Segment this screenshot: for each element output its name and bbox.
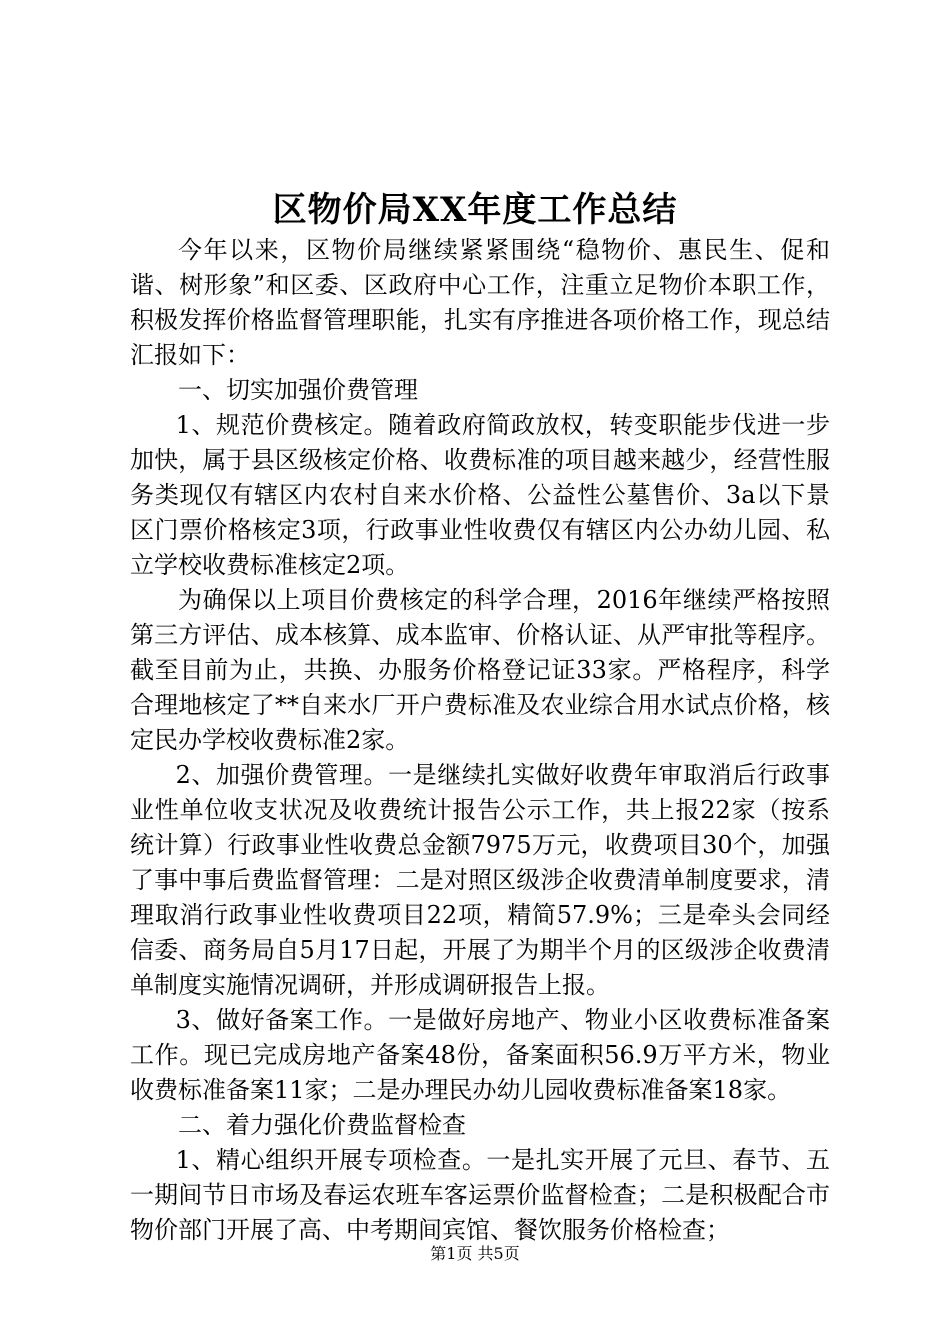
paragraph-1-1-detail: 为确保以上项目价费核定的科学合理，2016年继续严格按照第三方评估、成本核算、成本监审、价格认证、从严审批等程序。截至目前为止，共换、办服务价格登记证33家。严格程序，科学合理地核定了**自来水厂开户费标准及农业综合用水试点价格，核定民办学校收费标准2家。 xyxy=(130,586,830,754)
paragraph-1-1: 1、规范价费核定。随着政府简政放权，转变职能步伐进一步加快，属于县区级核定价格、收费标准的项目越来越少，经营性服务类现仅有辖区内农村自来水价格、公益性公墓售价、3a以下景区门票价格核定3项，行政事业性收费仅有辖区内公办幼儿园、私立学校收费标准核定2项。 xyxy=(130,411,830,579)
document-title: 区物价局XX年度工作总结 xyxy=(272,190,678,230)
section-heading-2: 二、着力强化价费监督检查 xyxy=(178,1111,466,1139)
paragraph-intro: 今年以来，区物价局继续紧紧围绕“稳物价、惠民生、促和谐、树形象”和区委、区政府中心工作，注重立足物价本职工作，积极发挥价格监督管理职能，扎实有序推进各项价格工作，现总结汇报如下： xyxy=(130,236,830,369)
document-body xyxy=(130,233,830,1248)
page-footer: 第1页 共5页 xyxy=(430,1244,520,1263)
section-heading-1: 一、切实加强价费管理 xyxy=(178,376,418,404)
paragraph-1-2: 2、加强价费管理。一是继续扎实做好收费年审取消后行政事业性单位收支状况及收费统计报告公示工作，共上报22家（按系统计算）行政事业性收费总金额7975万元，收费项目30个，加强了事中事后费监督管理：二是对照区级涉企收费清单制度要求，清理取消行政事业性收费项目22项，精简57.9%；三是牵头会同经信委、商务局自5月17日起，开展了为期半个月的区级涉企收费清单制度实施情况调研，并形成调研报告上报。 xyxy=(130,761,830,999)
paragraph-2-1: 1、精心组织开展专项检查。一是扎实开展了元旦、春节、五一期间节日市场及春运农班车客运票价监督检查；二是积极配合市物价部门开展了高、中考期间宾馆、餐饮服务价格检查； xyxy=(130,1146,830,1244)
paragraph-1-3: 3、做好备案工作。一是做好房地产、物业小区收费标准备案工作。现已完成房地产备案48份，备案面积56.9万平方米，物业收费标准备案11家；二是办理民办幼儿园收费标准备案18家。 xyxy=(130,1006,830,1104)
